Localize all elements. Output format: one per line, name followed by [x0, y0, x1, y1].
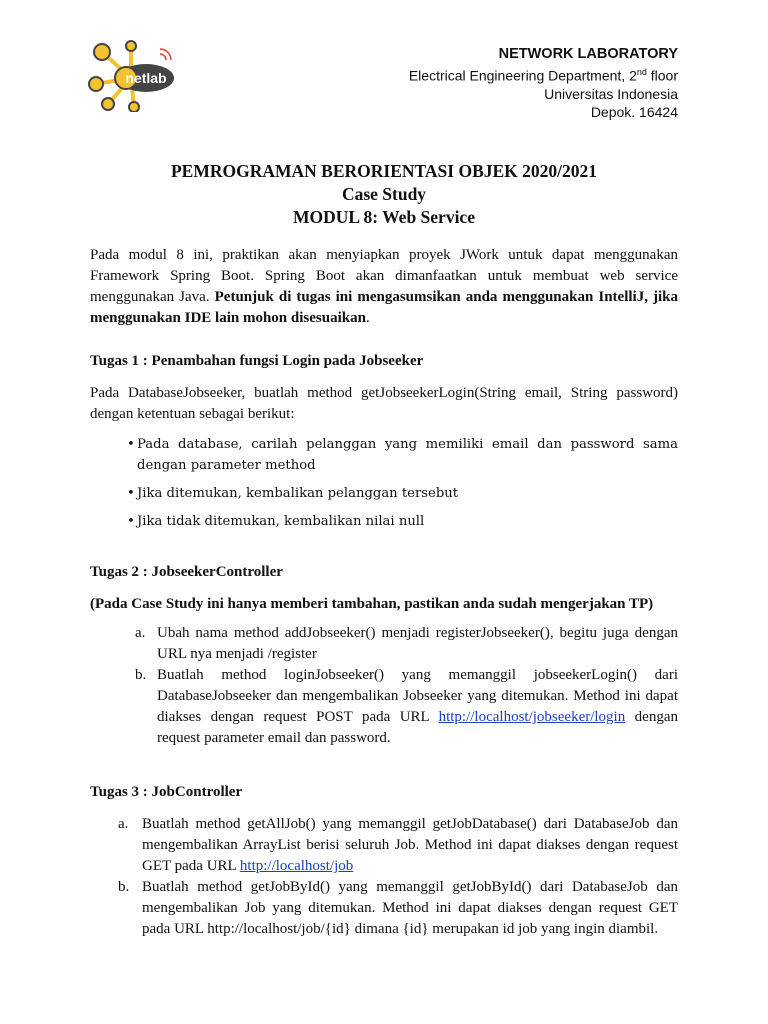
title-line-3: MODUL 8: Web Service: [293, 207, 475, 227]
tugas-3-section: [90, 782, 678, 940]
tugas-2-section: [90, 562, 678, 749]
list-item: • Pada database, carilah pelanggan yang memiliki email dan password sama dengan parameter method: [137, 434, 678, 476]
job-url-link[interactable]: http://localhost/job: [239, 858, 354, 874]
department-line: Electrical Engineering Department, 2nd floor: [408, 67, 678, 84]
netlab-logo-text: netlab: [125, 70, 167, 86]
list-item: • Jika tidak ditemukan, kembalikan nilai null: [137, 511, 678, 532]
intro-bold-note: Petunjuk di tugas ini mengasumsikan anda menggunakan IntelliJ, jika menggunakan IDE lain mohon disesuaikan: [90, 289, 678, 326]
tugas-3-list: [90, 814, 678, 940]
list-item: b. Buatlah method getJobById() yang memanggil getJobById() dari DatabaseJob dan mengembalikan Job yang ditemukan. Method ini dapat diakses dengan request GET pada URL http://localhost/job/{id} dimana {id} merupakan id job yang ingin diambil.: [118, 879, 678, 937]
bullet-icon: •: [127, 486, 135, 501]
netlab-logo: [86, 40, 176, 112]
list-item: a. Buatlah method getAllJob() yang memanggil getJobDatabase() dari DatabaseJob dan mengembalikan ArrayList berisi seluruh Job. Method ini dapat diakses dengan request GET pada URL http://localhost/job: [118, 816, 678, 874]
bullet-icon: •: [127, 437, 135, 452]
document-body: [90, 245, 678, 940]
university-line: Universitas Indonesia: [544, 85, 678, 102]
document-title: [0, 160, 768, 229]
list-item: a. Ubah nama method addJobseeker() menjadi registerJobseeker(), begitu juga dengan URL nya menjadi /register: [135, 625, 678, 662]
lab-name: NETWORK LABORATORY: [498, 46, 678, 62]
bullet-icon: •: [127, 514, 135, 529]
title-line-1: PEMROGRAMAN BERORIENTASI OBJEK 2020/2021: [170, 161, 598, 181]
letterhead: [409, 45, 678, 121]
tugas-2-note: (Pada Case Study ini hanya memberi tambahan, pastikan anda sudah mengerjakan TP): [90, 596, 654, 612]
login-url-link[interactable]: http://localhost/jobseeker/login: [438, 709, 626, 725]
tugas-2-list: [90, 623, 678, 749]
list-item: b. Buatlah method loginJobseeker() yang memanggil jobseekerLogin() dari DatabaseJobseeker dan mengembalikan Jobseeker yang ditemukan. Method ini dapat diakses dengan request POST pada URL http://localhost/jobseeker/login dengan request parameter email dan password.: [135, 667, 678, 746]
tugas-1-section: [90, 351, 678, 532]
tugas-1-description: Pada DatabaseJobseeker, buatlah method getJobseekerLogin(String email, String password) dengan ketentuan sebagai berikut:: [90, 385, 678, 422]
tugas-2-title: Tugas 2 : JobseekerController: [90, 564, 283, 580]
intro-paragraph: Pada modul 8 ini, praktikan akan menyiapkan proyek JWork untuk dapat menggunakan Framework Spring Boot. Spring Boot akan dimanfaatkan untuk membuat web service menggunakan Java. Petunjuk di tugas ini mengasumsikan anda menggunakan IntelliJ, jika menggunakan IDE lain mohon disesuaikan.: [90, 247, 678, 326]
tugas-1-bullet-list: [90, 434, 678, 532]
tugas-1-title: Tugas 1 : Penambahan fungsi Login pada Jobseeker: [90, 353, 424, 369]
list-item: • Jika ditemukan, kembalikan pelanggan tersebut: [137, 483, 678, 504]
tugas-3-title: Tugas 3 : JobController: [90, 784, 243, 800]
city-line: Depok. 16424: [590, 103, 678, 120]
title-line-2: Case Study: [341, 184, 427, 204]
